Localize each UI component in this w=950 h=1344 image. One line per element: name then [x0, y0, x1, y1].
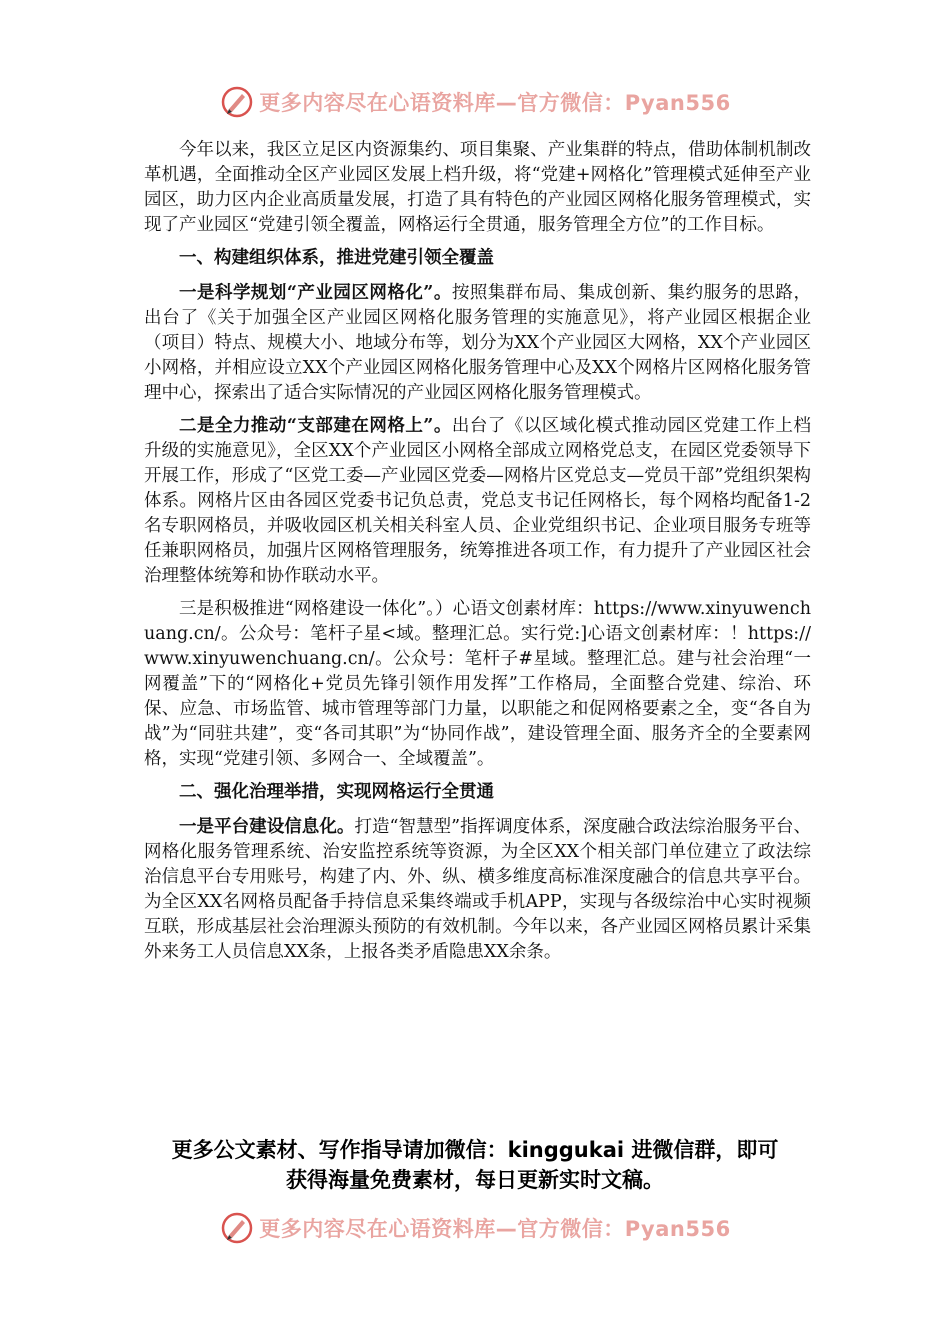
section-1-paragraph-1 — [144, 281, 811, 406]
footer-banner — [0, 1206, 950, 1250]
section-1-paragraph-3: 三是积极推进“网格建设一体化”。）心语文创素材库：https://www.xinyuwenchuang.cn/。公众号：笔杆子星<域。整理汇总。实行党:]心语文创素材库：！https://www.xinyuwenchuang.cn/。公众号：笔杆子#星域。整理汇总。建与社会治理“一网覆盖”下的“网格化+党员先锋引领作用发挥”工作格局，全面整合党建、综治、环保、应急、市场监管、城市管理等部门力量，以职能之和促网格要素之全，变“各自为战”为“同驻共建”，变“各司其职”为“协同作战”，建设管理全面、服务齐全的全要素网格，实现“党建引领、多网合一、全域覆盖”。 — [144, 599, 811, 769]
promo-line-1: 更多公文素材、写作指导请加微信：kinggukai 进微信群，即可 — [171, 1138, 779, 1162]
intro-paragraph: 今年以来，我区立足区内资源集约、项目集聚、产业集群的特点，借助体制机制改革机遇，全面推动全区产业园区发展上档升级，将“党建+网格化”管理模式延伸至产业园区，助力区内企业高质量发展，打造了具有特色的产业园区网格化服务管理模式，实现了产业园区“党建引领全覆盖，网格运行全贯通，服务管理全方位”的工作目标。 — [144, 140, 811, 235]
section-2-paragraph-1-lead: 一是平台建设信息化。 — [179, 817, 355, 837]
section-2-paragraph-1-body: 打造“智慧型”指挥调度体系，深度融合政法综治服务平台、网格化服务管理系统、治安监控系统等资源，为全区XX个相关部门单位建立了政法综治信息平台专用账号，构建了内、外、纵、横多维度高标准深度融合的信息共享平台。为全区XX名网格员配备手持信息采集终端或手机APP，实现与各级综治中心实时视频互联，形成基层社会治理源头预防的有效机制。今年以来，各产业园区网格员累计采集外来务工人员信息XX条，上报各类矛盾隐患XX余条。 — [144, 817, 811, 962]
promo-block — [100, 1135, 850, 1195]
section-2-paragraph-1 — [144, 815, 811, 965]
section-1-heading: 一、构建组织体系，推进党建引领全覆盖 — [179, 248, 494, 268]
section-1-paragraph-2 — [144, 414, 811, 589]
promo-line-2: 获得海量免费素材，每日更新实时文稿。 — [286, 1168, 664, 1192]
section-1-paragraph-2-lead: 二是全力推动“支部建在网格上”。 — [179, 416, 452, 436]
section-2-heading: 二、强化治理举措，实现网格运行全贯通 — [179, 782, 494, 802]
pen-logo-icon — [219, 84, 255, 120]
pen-logo-icon — [219, 1210, 255, 1246]
section-1-paragraph-2-body: 出台了《以区域化模式推动园区党建工作上档升级的实施意见》，全区XX个产业园区小网格全部成立网格党总支，在园区党委领导下开展工作，形成了“区党工委—产业园区党委—网格片区党总支—党员干部”党组织架构体系。网格片区由各园区党委书记负总责，党总支书记任网格长，每个网格均配备1-2名专职网格员，并吸收园区机关相关科室人员、企业党组织书记、企业项目服务专班等任兼职网格员，加强片区网格管理服务，统筹推进各项工作，有力提升了产业园区社会治理整体统筹和协作联动水平。 — [144, 416, 811, 586]
article-body — [144, 138, 811, 973]
section-1-paragraph-1-lead: 一是科学规划“产业园区网格化”。 — [179, 283, 452, 303]
header-banner — [0, 80, 950, 124]
header-banner-text: 更多内容尽在心语资料库—官方微信：Pyan556 — [259, 91, 731, 115]
footer-banner-text: 更多内容尽在心语资料库—官方微信：Pyan556 — [259, 1217, 731, 1241]
section-1-paragraph-1-body: 按照集群布局、集成创新、集约服务的思路，出台了《关于加强全区产业园区网格化服务管理的实施意见》，将产业园区根据企业（项目）特点、规模大小、地域分布等，划分为XX个产业园区大网格，XX个产业园区小网格，并相应设立XX个产业园区网格化服务管理中心及XX个网格片区网格化服务管理中心，探索出了适合实际情况的产业园区网格化服务管理模式。 — [144, 283, 811, 403]
